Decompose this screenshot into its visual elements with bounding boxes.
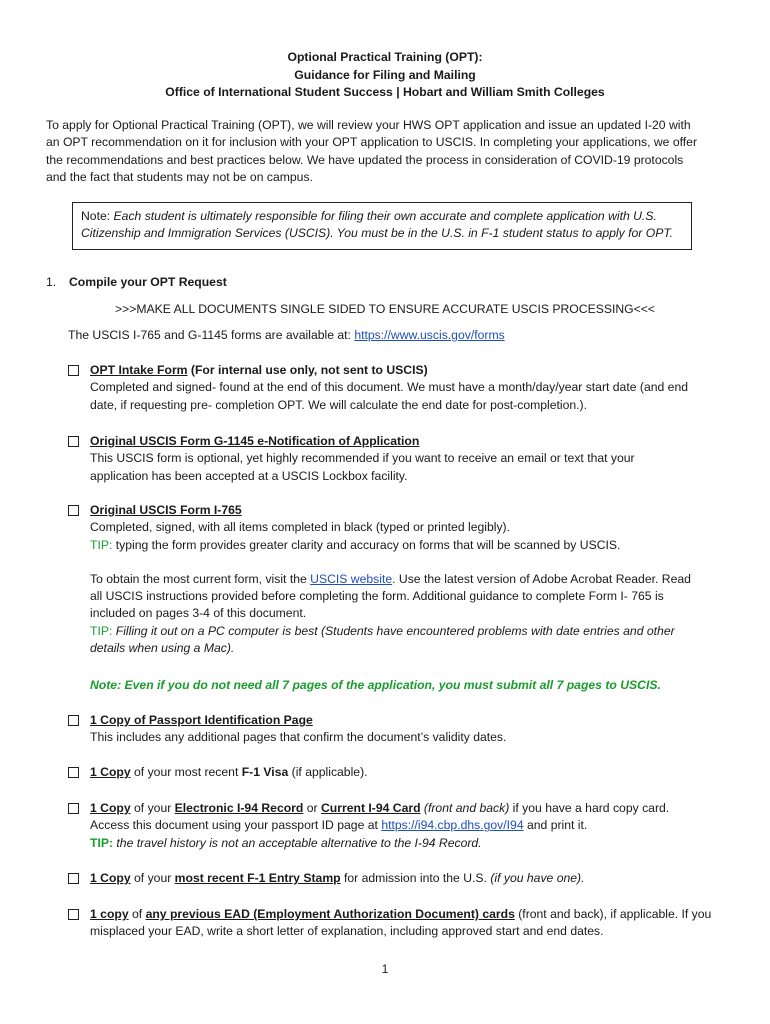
item-text: (if applicable). xyxy=(288,765,368,779)
ead-label: any previous EAD (Employment Authorization Document) cards xyxy=(145,907,515,921)
intro-line: and the fact that students may not be on campus. xyxy=(46,169,313,184)
checkbox[interactable] xyxy=(68,767,79,778)
uscis-forms-link[interactable]: https://www.uscis.gov/forms xyxy=(354,328,505,342)
item-text: application has been accepted at a USCIS Lockbox facility. xyxy=(90,468,408,483)
checkbox[interactable] xyxy=(68,803,79,814)
item-text: if you have a hard copy card. xyxy=(509,801,670,815)
item-text: included on pages 3-4 of this document. xyxy=(90,606,307,621)
note-text-line-1: Each student is ultimately responsible for filing their own accurate and complete application with U.S. xyxy=(113,209,657,223)
item-text: and print it. xyxy=(523,818,588,833)
checkbox[interactable] xyxy=(68,505,79,516)
tip-label: TIP: xyxy=(90,835,114,850)
i94-card-label: Current I-94 Card xyxy=(320,801,421,815)
tip-label: TIP: xyxy=(90,623,113,638)
section-title: Compile your OPT Request xyxy=(69,275,227,289)
tip-text: typing the form provides greater clarity and accuracy on forms that will be scanned by USCIS. xyxy=(112,537,621,552)
section-number: 1. xyxy=(46,275,57,289)
item-text: of your xyxy=(130,871,175,885)
checkbox[interactable] xyxy=(68,715,79,726)
item-text: all USCIS instructions provided before completing the form. Additional guidance to complete Form I- 765 is xyxy=(90,589,664,604)
checklist-item-visa xyxy=(68,764,738,781)
obtain-text: To obtain the most current form, visit the xyxy=(90,571,311,586)
item-text: This USCIS form is optional, yet highly recommended if you want to receive an email or text that your xyxy=(90,451,635,466)
i94-link[interactable]: https://i94.cbp.dhs.gov/I94 xyxy=(381,818,524,833)
copy-label: 1 copy xyxy=(90,907,129,921)
title-line-3: Office of International Student Success | Hobart and William Smith Colleges xyxy=(165,85,605,99)
checklist-item-ead xyxy=(68,906,738,941)
item-text: (front and back), if applicable. If you xyxy=(514,907,712,921)
intro-line: the recommendations and best practices below. We have updated the process in consideration of COVID-19 protocols xyxy=(46,152,684,167)
checklist-item-intake-form xyxy=(68,362,738,414)
checkbox[interactable] xyxy=(68,909,79,920)
intro-line: an OPT recommendation on it for inclusion with your OPT application to USCIS. In completing your applications, we offer xyxy=(46,135,698,150)
item-title: Original USCIS Form G-1145 e-Notification of Application xyxy=(90,434,420,448)
checkbox[interactable] xyxy=(68,873,79,884)
checklist-item-i765 xyxy=(68,502,738,657)
copy-label: 1 Copy xyxy=(90,801,131,815)
section-1-heading xyxy=(46,274,227,291)
checklist-item-entry-stamp xyxy=(68,870,738,887)
item-title: Original USCIS Form I-765 xyxy=(90,503,242,517)
item-text: Completed, signed, with all items completed in black (typed or printed legibly). xyxy=(90,520,510,535)
entry-stamp-label: most recent F-1 Entry Stamp xyxy=(174,871,341,885)
item-text: misplaced your EAD, write a short letter of explanation, including approved start and end dates. xyxy=(90,924,604,939)
responsibility-note-box xyxy=(72,202,692,250)
intro-paragraph xyxy=(46,117,736,186)
item-text: Access this document using your passport ID page at xyxy=(90,818,382,833)
item-text: of your xyxy=(130,801,175,815)
checkbox[interactable] xyxy=(68,365,79,376)
intro-line: To apply for Optional Practical Training (OPT), we will review your HWS OPT application and issue an updated I-20 with xyxy=(46,118,691,132)
obtain-text-cont: . Use the latest version of Adobe Acrobat Reader. Read xyxy=(392,571,691,586)
page-number: 1 xyxy=(381,962,389,976)
checklist-item-passport xyxy=(68,712,738,747)
item-text: Completed and signed- found at the end of this document. We must have a month/day/year start date (and end xyxy=(90,380,689,395)
item-text: of xyxy=(128,907,146,921)
item-text: (front and back) xyxy=(420,801,510,815)
note-label: Note: xyxy=(81,209,114,223)
checklist-item-g1145 xyxy=(68,433,738,485)
forms-availability-text: The USCIS I-765 and G-1145 forms are available at: xyxy=(68,328,355,342)
title-line-1: Optional Practical Training (OPT): xyxy=(287,50,483,64)
checklist-item-i94 xyxy=(68,800,738,852)
item-text: for admission into the U.S. xyxy=(340,871,491,885)
single-sided-banner: >>>MAKE ALL DOCUMENTS SINGLE SIDED TO ENSURE ACCURATE USCIS PROCESSING<<< xyxy=(114,302,655,316)
item-text: This includes any additional pages that confirm the document’s validity dates. xyxy=(90,730,507,745)
document-title xyxy=(0,49,770,102)
item-text: date, if requesting pre- completion OPT. We will calculate the end date for post-completion.). xyxy=(90,397,588,412)
item-text: (if you have one). xyxy=(490,871,585,885)
item-title-suffix: (For internal use only, not sent to USCIS) xyxy=(187,363,428,377)
copy-label: 1 Copy xyxy=(90,765,131,779)
visa-label: F-1 Visa xyxy=(241,765,289,779)
copy-label: 1 Copy xyxy=(90,871,131,885)
forms-availability xyxy=(68,327,505,344)
note-text-line-2: Citizenship and Immigration Services (USCIS). You must be in the U.S. in F-1 student status to apply for OPT. xyxy=(81,226,674,241)
i94-record-label: Electronic I-94 Record xyxy=(174,801,304,815)
item-text: of your most recent xyxy=(130,765,242,779)
checkbox[interactable] xyxy=(68,436,79,447)
tip-text: Filling it out on a PC computer is best (Students have encountered problems with date entries and other xyxy=(112,623,675,638)
item-title: 1 Copy of Passport Identification Page xyxy=(90,713,313,727)
tip-label: TIP: xyxy=(90,537,113,552)
title-line-2: Guidance for Filing and Mailing xyxy=(294,67,476,82)
tip-text: the travel history is not an acceptable alternative to the I-94 Record. xyxy=(113,835,482,850)
item-title: OPT Intake Form xyxy=(90,363,188,377)
tip-text: details when using a Mac). xyxy=(90,641,235,656)
uscis-website-link[interactable]: USCIS website xyxy=(310,571,393,586)
seven-pages-note: Note: Even if you do not need all 7 pages of the application, you must submit all 7 pages to USCIS. xyxy=(90,678,661,692)
item-text: or xyxy=(303,801,321,815)
